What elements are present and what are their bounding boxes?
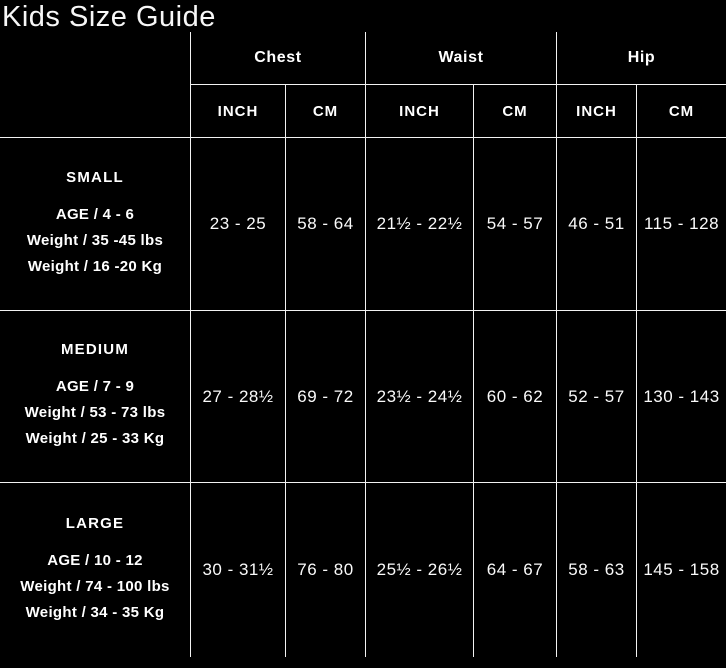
large-waist-cm: 64 - 67 [473, 483, 556, 657]
large-chest-inch: 30 - 31½ [190, 483, 285, 657]
medium-waist-cm: 60 - 62 [473, 311, 556, 483]
row-label-medium [0, 311, 190, 483]
column-group-hip: Hip [556, 32, 726, 85]
medium-waist-inch: 23½ - 24½ [365, 311, 473, 483]
page-title: Kids Size Guide [2, 1, 216, 33]
size-name: MEDIUM [60, 341, 130, 358]
column-group-waist: Waist [365, 32, 556, 85]
size-name: LARGE [65, 514, 125, 532]
medium-chest-cm: 69 - 72 [285, 311, 365, 483]
small-hip-inch: 46 - 51 [556, 138, 636, 311]
size-guide-table [0, 32, 726, 657]
weight-kg-line: Weight / 34 - 35 Kg [25, 603, 165, 621]
large-chest-cm: 76 - 80 [285, 483, 365, 657]
unit-header-chest-cm: CM [285, 85, 365, 138]
weight-kg-line: Weight / 16 -20 Kg [27, 257, 163, 275]
corner-cell [0, 32, 190, 138]
age-line: AGE / 7 - 9 [55, 378, 135, 395]
size-details [27, 202, 163, 280]
medium-hip-inch: 52 - 57 [556, 311, 636, 483]
weight-lbs-line: Weight / 35 -45 lbs [26, 231, 164, 249]
unit-header-hip-inch: INCH [556, 85, 636, 138]
small-chest-cm: 58 - 64 [285, 138, 365, 311]
weight-kg-line: Weight / 25 - 33 Kg [25, 430, 165, 447]
small-chest-inch: 23 - 25 [190, 138, 285, 311]
age-line: AGE / 10 - 12 [47, 551, 143, 569]
small-hip-cm: 115 - 128 [636, 138, 726, 311]
column-group-chest: Chest [190, 32, 365, 85]
size-details [25, 374, 166, 452]
size-name: SMALL [66, 168, 124, 186]
large-hip-inch: 58 - 63 [556, 483, 636, 657]
weight-lbs-line: Weight / 74 - 100 lbs [20, 577, 170, 595]
weight-lbs-line: Weight / 53 - 73 lbs [24, 404, 166, 421]
size-details [20, 548, 169, 626]
unit-header-chest-inch: INCH [190, 85, 285, 138]
small-waist-cm: 54 - 57 [473, 138, 556, 311]
medium-chest-inch: 27 - 28½ [190, 311, 285, 483]
row-label-small [0, 138, 190, 311]
large-hip-cm: 145 - 158 [636, 483, 726, 657]
unit-header-waist-inch: INCH [365, 85, 473, 138]
small-waist-inch: 21½ - 22½ [365, 138, 473, 311]
medium-hip-cm: 130 - 143 [636, 311, 726, 483]
large-waist-inch: 25½ - 26½ [365, 483, 473, 657]
row-label-large [0, 483, 190, 657]
unit-header-hip-cm: CM [636, 85, 726, 138]
age-line: AGE / 4 - 6 [55, 205, 135, 223]
unit-header-waist-cm: CM [473, 85, 556, 138]
